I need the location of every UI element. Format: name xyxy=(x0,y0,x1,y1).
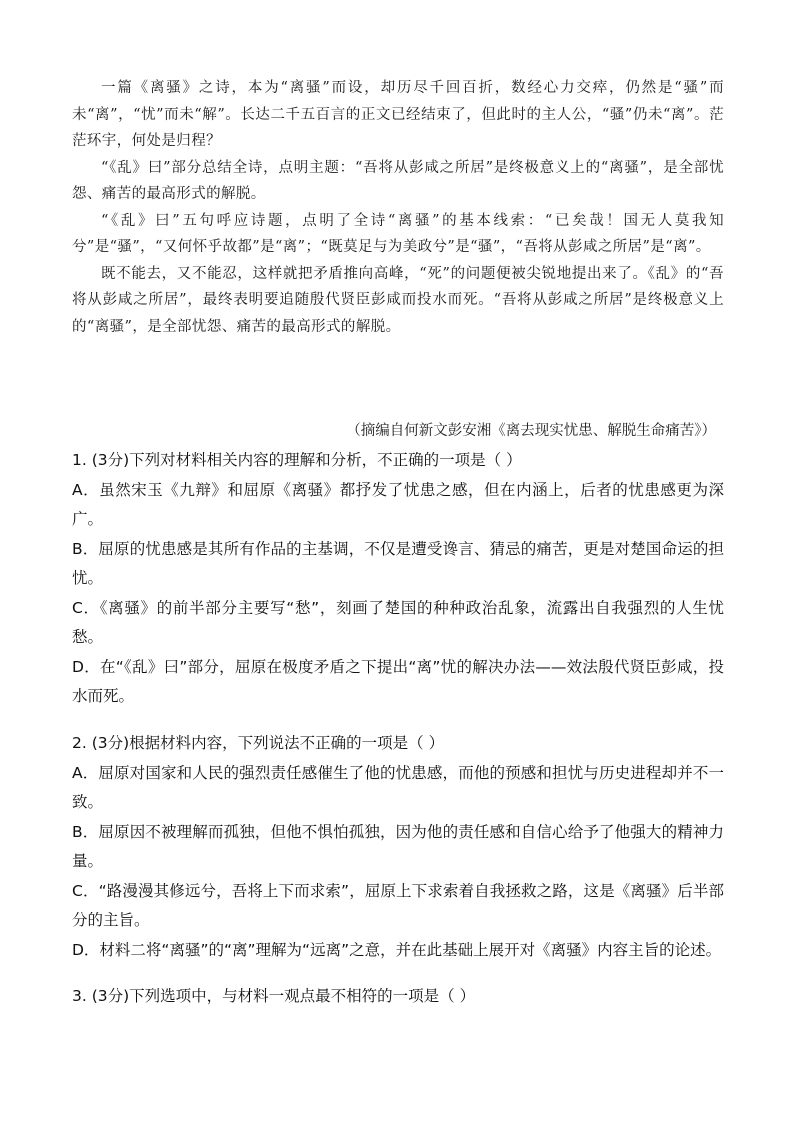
answer-option-a[interactable]: A．虽然宋玉《九辩》和屈原《离骚》都抒发了忧患之感，但在内涵上，后者的忧患感更为深广。 xyxy=(72,480,724,528)
passage-citation: （摘编自何新文彭安湘《离去现实忧患、解脱生命痛苦》） xyxy=(346,423,716,439)
answer-option-b[interactable]: B．屈原因不被理解而孤独，但他不惧怕孤独，因为他的责任感和自信心给予了他强大的精神力量。 xyxy=(72,822,724,870)
answer-option-d[interactable]: D．在“《乱》曰”部分，屈原在极度矛盾之下提出“离”忧的解决办法——效法殷代贤臣彭咸，投水而死。 xyxy=(72,657,724,705)
question-stem: 2. (3分)根据材料内容，下列说法不正确的一项是（ ） xyxy=(72,734,445,752)
passage-paragraph: “《乱》曰”五句呼应诗题，点明了全诗“离骚”的基本线索：“已矣哉！国无人莫我知兮”是“骚”，“又何怀乎故都”是“离”；“既莫足与为美政兮”是“骚”，“吾将从彭咸之所居”是“离”。 xyxy=(72,212,724,255)
question-block-3 xyxy=(72,982,724,1012)
answer-option-c[interactable]: C．《离骚》的前半部分主要写“愁”，刻画了楚国的种种政治乱象，流露出自我强烈的人生忧愁。 xyxy=(72,598,724,646)
question-block-2 xyxy=(72,729,724,965)
question-stem: 3. (3分)下列选项中，与材料一观点最不相符的一项是（ ） xyxy=(72,987,476,1005)
answer-option-b[interactable]: B．屈原的忧患感是其所有作品的主基调，不仅是遭受谗言、猜忌的痛苦，更是对楚国命运的担忧。 xyxy=(72,539,724,587)
question-stem: 1. (3分)下列对材料相关内容的理解和分析，不正确的一项是（ ） xyxy=(72,451,522,469)
passage-paragraph: 一篇《离骚》之诗，本为“离骚”而设，却历尽千回百折，数经心力交瘁，仍然是“骚”而未“离”，“忧”而未“解”。长达二千五百言的正文已经结束了，但此时的主人公，“骚”仍未“离”。茫茫环宇，何处是归程？ xyxy=(72,80,724,149)
answer-option-a[interactable]: A．屈原对国家和人民的强烈责任感催生了他的忧患感，而他的预感和担忧与历史进程却并不一致。 xyxy=(72,763,724,811)
passage-paragraph: “《乱》曰”部分总结全诗，点明主题：“吾将从彭咸之所居”是终极意义上的“离骚”，是全部忧怨、痛苦的最高形式的解脱。 xyxy=(72,159,724,202)
question-block-1 xyxy=(72,446,724,712)
answer-option-d[interactable]: D．材料二将“离骚”的“离”理解为“远离”之意，并在此基础上展开对《离骚》内容主旨的论述。 xyxy=(72,940,722,959)
passage-text xyxy=(72,75,724,340)
passage-paragraph: 既不能去，又不能忍，这样就把矛盾推向高峰，“死”的问题便被尖锐地提出来了。《乱》的“吾将从彭咸之所居”，最终表明要追随殷代贤臣彭咸而投水而死。“吾将从彭咸之所居”是终极意义上的“离骚”，是全部忧怨、痛苦的最高形式的解脱。 xyxy=(72,265,724,335)
answer-option-c[interactable]: C．“路漫漫其修远兮，吾将上下而求索”，屈原上下求索着自我拯救之路，这是《离骚》后半部分的主旨。 xyxy=(72,881,724,929)
